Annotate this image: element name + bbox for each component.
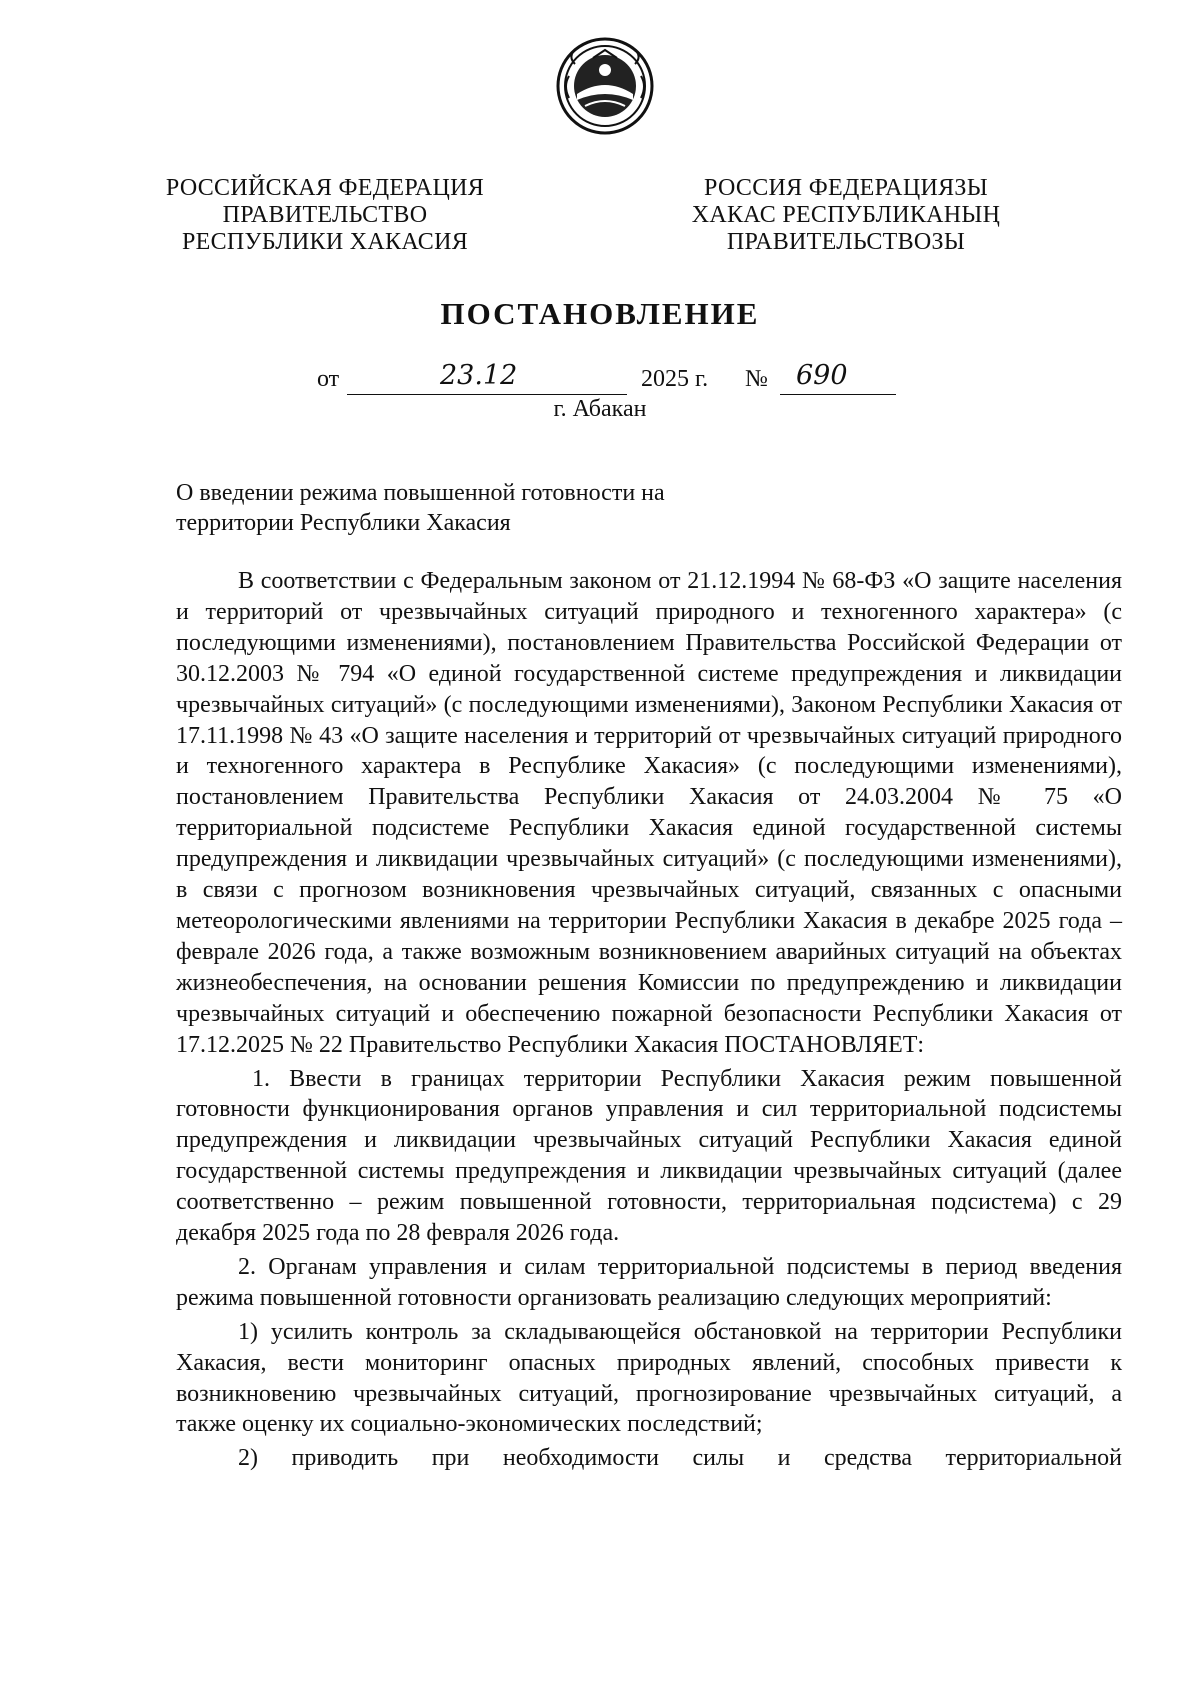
date-line [0, 360, 1200, 398]
header-left-line-1: РОССИЙСКАЯ ФЕДЕРАЦИЯ [165, 175, 485, 201]
number-blank-line [780, 394, 896, 395]
paragraph-item-2: 2. Органам управления и силам территориальной подсистемы в период введения режима повышенной готовности организовать реализацию следующих мероприятий: [176, 1253, 1122, 1311]
number-handwritten: 690 [796, 360, 848, 391]
number-label: № [745, 366, 768, 392]
header-left-line-2: ПРАВИТЕЛЬСТВО [222, 202, 428, 228]
subject-line-1: О введении режима повышенной готовности на [176, 480, 665, 506]
header-right [656, 175, 1036, 256]
paragraph-preamble: В соответствии с Федеральным законом от 21.12.1994 № 68-ФЗ «О защите населения и территорий от чрезвычайных ситуаций природного и техногенного характера» (с последующими изменениями), постановлением Правительства Российской Федерации от 30.12.2003 № 794 «О единой государственной системе предупреждения и ликвидации чрезвычайных ситуаций» (с последующими изменениями), Законом Республики Хакасия от 17.11.1998 № 43 «О защите населения и территорий от чрезвычайных ситуаций природного и техногенного характера в Республике Хакасия» (с последующими изменениями), постановлением Правительства Республики Хакасия от 24.03.2004 № 75 «О территориальной подсистеме Республики Хакасия единой государственной системы предупреждения и ликвидации чрезвычайных ситуаций» (с последующими изменениями), в связи с прогнозом возникновения чрезвычайных ситуаций, связанных с опасными метеорологическими явлениями на территории Республики Хакасия в декабре 2025 года – феврале 2026 года, а также возможным возникновением аварийных ситуаций на объектах жизнеобеспечения, на основании решения Комиссии по предупреждению и ликвидации чрезвычайных ситуаций и обеспечению пожарной безопасности Республики Хакасия от 17.12.2025 № 22 Правительство Республики Хакасия ПОСТАНОВЛЯЕТ: [176, 568, 1122, 1058]
paragraph-item-1: 1. Ввести в границах территории Республики Хакасия режим повышенной готовности функционирования органов управления и сил территориальной подсистемы предупреждения и ликвидации чрезвычайных ситуаций Республики Хакасия единой государственной системы предупреждения и ликвидации чрезвычайных ситуаций (далее соответственно – режим повышенной готовности, территориальная подсистема) с 29 декабря 2025 года по 28 февраля 2026 года. [176, 1065, 1122, 1247]
header-right-line-1: РОССИЯ ФЕДЕРАЦИЯЗЫ [704, 175, 988, 201]
year-label: 2025 г. [641, 366, 709, 392]
coat-of-arms-emblem [555, 36, 655, 136]
paragraph-subitem-2: 2) приводить при необходимости силы и средства территориальной [238, 1445, 1122, 1472]
subject-line-2: территории Республики Хакасия [176, 510, 511, 536]
header-right-line-2: ХАКАС РЕСПУБЛИКАНЫҢ [691, 202, 1001, 228]
date-handwritten: 23.12 [440, 360, 518, 391]
date-blank-line [347, 394, 627, 395]
subject-heading [176, 478, 665, 538]
city-label: г. Абакан [553, 396, 647, 422]
header-left [135, 175, 515, 256]
document-title: ПОСТАНОВЛЕНИЕ [440, 296, 760, 331]
header-right-line-3: ПРАВИТЕЛЬСТВОЗЫ [726, 229, 966, 255]
header-left-line-3: РЕСПУБЛИКИ ХАКАСИЯ [181, 229, 469, 255]
date-from-label: от [317, 366, 340, 392]
document-body [176, 566, 1122, 1477]
paragraph-subitem-1: 1) усилить контроль за складывающейся обстановкой на территории Республики Хакасия, вести мониторинг опасных природных явлений, способных привести к возникновению чрезвычайных ситуаций, прогнозирование чрезвычайных ситуаций, а также оценку их социально-экономических последствий; [176, 1318, 1122, 1438]
